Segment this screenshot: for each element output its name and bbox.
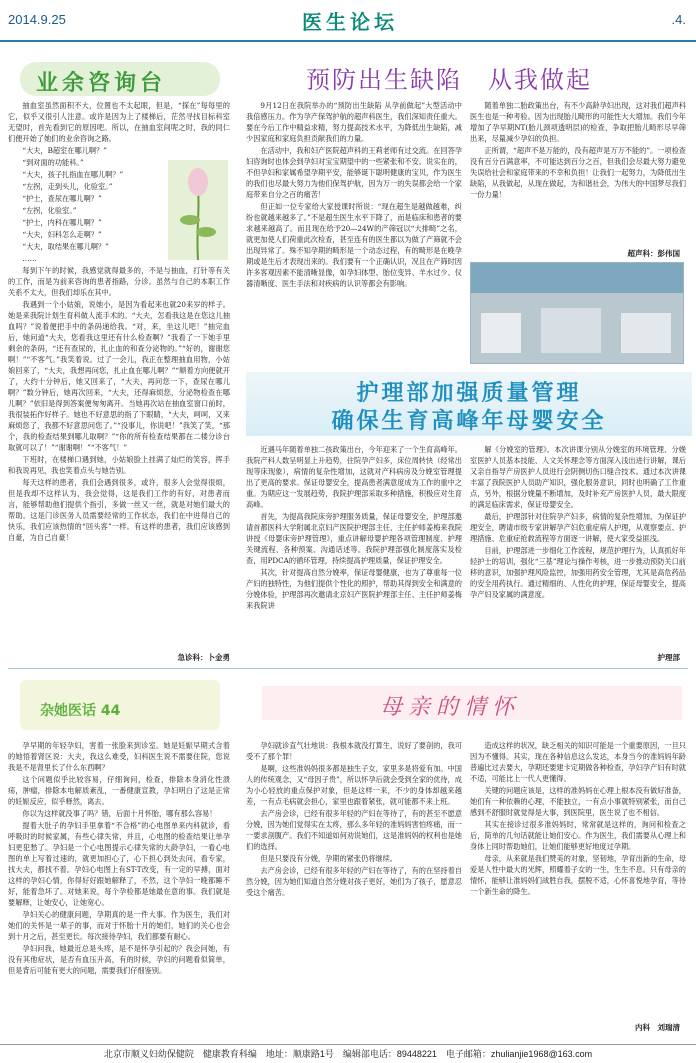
paragraph: 解《分娩室的管理》。本次讲课分别从分娩室的环境管理、分娩室医护人员基本技能、人文关怀理念等方面深入浅出进行讲解，课后又亲自指导产房医护人员进行会阴侧切伤口缝合技术。通过本次讲课丰富了我院医护人员助产知识，强化服务意识，同时也明确了工作重点，另外，根据分娩量不断增加，及时补充产房医护人员，最大限度的满足临床需求，保证母婴安全。 [470, 445, 686, 509]
paragraph: 孕早期的年轻孕妇，害着一张脸来到诊室。她是妊娠早期式含着的她悟着肾区说：大夫，我这么难受，妇科医生说不需要住院，您说我是不是肾里长了什么东西啊？ [8, 741, 230, 772]
nursing-title-line1: 护理部加强质量管理 [356, 381, 582, 406]
paragraph: 其实在接诊过很多准妈妈时，常常就是这样的，询问和检查之后，简单的几句话就能让她们安心。作为医生，我们需要从心理上和身体上同时帮助她们，让她们能够更好地度过孕期。 [470, 820, 686, 851]
paragraph: 抽血室虽然面积不大，位置也不太起眼，但是，“探在”每每里的它，似乎又很引人注意。或许是因为上了楼梯后，茫然寻找目标科室无望时，首先看到它的原因吧。所以，在抽血室间呢之时，我的同仁们便开始了她们的业余咨询之路。 [8, 101, 230, 143]
paragraph: 是啊，这些准妈妈很多都是独生子女，家里多是将爱有加。中国人的传统观念，又“母因子贵”，所以怀孕后就会受到全家的优待，成为小心轻放的重点保护对象，但是这样一来，不少的身体却越来越差，一有点毛病就会担心，家里也跟着紧张，就可能都不来上班。 [246, 764, 462, 806]
byline-mother: 内科 刘瑞清 [635, 1023, 680, 1032]
paragraph: 孕妇就诊直气壮地说：我根本就没打算生，说好了要剖的，我可受不了那个罪！ [246, 741, 462, 761]
section-divider-2 [8, 668, 688, 669]
nursing-title-line2: 确保生育高峰年母婴安全 [331, 409, 607, 434]
section-title-consult: 业余咨询台 [36, 71, 167, 96]
paragraph: 首先，为提高我院床旁护理服务质量，保证母婴安全，护理部邀请首都医科大学附属北京妇产医院护理部主任、主任护师姜梅来我院讲授《母婴床旁护理管理》，重点讲解母婴护理各项管理制度、护理关键流程、各种预案、沟通话述等。我院护理部强化制度落实及检查，用PDCA的循环管理，持续提高护理质量，保证护理安全。 [246, 512, 462, 565]
page-number: .4. [671, 12, 686, 27]
paragraph: “护士，内科在哪儿啊？” [22, 218, 102, 227]
paragraph: “左拐，走到头儿，化验室。” [22, 182, 113, 191]
paragraph: 每天这样的患者，我们会遇到很多，或许，很多人会觉得很烦，但是我却不这样认为，我会觉得，这是我们工作的有好，对患者而言，能够帮助他们提供个指引，多做一丝又一丝，就是对她们最大的帮助。这是门诊医务人员需要经常的工作状态，我们在中进得自己的快乐，我们应该热情的“回头客”一样。有这样的患者，我们应该感到自豪，为自己自豪！ [8, 478, 230, 542]
newspaper-title: 医生论坛 [302, 10, 398, 34]
paragraph: 每到下午的时候，我感觉就得最多的，不是与抽血，打针等有关的工作，而是为前来咨询的患者指路，分诊。虽然与自己的本职工作关系不太大，但我们却乐在其中。 [8, 266, 230, 297]
article-nursing-a [246, 444, 462, 664]
section-title-prevent: 预防出生缺陷 从我做起 [306, 66, 592, 94]
paragraph: 近遇马年随着单独二孩政策出台，今年迎来了一个生育高峰年。我院产科人数呈明显上升趋势，住院孕产妇多，床位周转快（经常出现等床现象），病情的复杂性增加，这就对产科病房及分娩室管理提出了更高的要求。保证母婴安全，提高患者满意度成为工作的重中之重。为期应这一发展趋势，我院护理部采取多种措施，积极应对生育高峰。 [246, 445, 462, 509]
paragraph: 去产房会诊，已经有很多年轻的产妇在等待了，有的甚至不愿意分娩，因为她们觉得实在太疼，那么多年轻的准妈妈害怕疼痛，而一一要求剖腹产。我们不知道如何劝说她们，这是准妈妈的权利也是她们的选择。 [246, 809, 462, 851]
paragraph: “大夫，孩子扎指血在哪儿啊？” [22, 170, 124, 179]
page-footer: 北京市顺义妇幼保健院 健康教育科编 地址：顺康路1号 编辑部电话：89448221 电子邮箱：zhulianjie1968@163.com [0, 1044, 696, 1063]
section-title-random: 杂她医话 44 [40, 703, 121, 719]
article-mother-a [246, 740, 462, 1036]
byline-consult: 急诊科：卜金勇 [177, 653, 230, 662]
paragraph: 正所谓，“超声不是万能的，没有超声是万万不能的”。一项检查没有百分百满意率，不可能达到百分之百，但我们会尽最大努力避免失误给社会和家庭带来的不幸和负担！让我们一起努力，为降低出生缺陷，从我做起，从现在做起，为和谐社会，为伟大的中国梦尽我们一份力量！ [470, 146, 686, 199]
paragraph: 去产房会诊，已经有很多年轻的产妇在等待了，有的在坚持着自然分娩，因为她们知道自然分娩对孩子更好，她们为了孩子，愿意忍受这个痛苦。 [246, 866, 462, 897]
paragraph: 造成这样的状况，缺乏相关的知识可能是一个重要原因，一旦只因为不懂得。其实，现在各种信息这么发达，本身当今的准妈妈年龄普遍比过去要大，孕期还要建卡定期做各种检查，孕妇孕产妇有时就不适，可能比上一代人更懂得。 [470, 741, 686, 783]
article-random [8, 740, 230, 1036]
paragraph: “大夫，妇科怎么走啊？” [22, 230, 102, 239]
paragraph: 目前，护理部进一步细化工作流程，规范护理行为，认真抓好年轻护士的培训，强化“三基”理论与操作考核，进一步推动预防关口前移的意识，加强护理风险监控，加强用药安全管理，尤其是高危药品的安全用药执行。通过精细的、人性化的护理，保证母婴安全，提高孕产妇及家属的满意度。 [470, 546, 686, 599]
paragraph: 孕妇关心的健康问题，孕期真的是一件大事。作为医生，我们对她们的关怀是一辈子的事，而对于怀胎十月的她们，她们的关心也会到十月之后，甚至更长。每次接待孕妇，我们都要有耐心。 [8, 910, 230, 941]
article-prevent-a [246, 100, 462, 370]
article-mother-b [470, 740, 686, 1020]
paragraph: “大夫，B超室在哪儿啊？” [22, 146, 107, 155]
article-nursing-b [470, 444, 686, 644]
paragraph: “大夫，取结果在哪儿啊？” [22, 242, 109, 251]
paragraph: “到对面的功能科。” [22, 158, 84, 167]
paragraph: 提着大肚子的孕妇手里拿着“不合格”的心电图单来内科就诊，看呼吸时的时候家属，有些心律失常，并且，心电图的检查结果让单孕妇更犯愁了。孕妇是一个心电图提示心律失常的大龄孕妇，一看心电图的单上写着过速的，就更加担心了，心下担心到处去问，看专家，找大夫，都找不着。孕妇心电图上有ST-T改变，有一定的早搏，面对这样的孕妇心情，你得好好跟她解释了，不然，这个孕妇一晚都睡不好，能着急坏了。对她来说，每个孕检都是她最在意的事。我们就是要解释，让她安心，让她宽心。 [8, 821, 230, 907]
byline-prevent: 超声科：彭伟国 [627, 249, 680, 258]
event-photo [470, 262, 684, 364]
paragraph: 9月12日在我院举办的“预防出生缺陷 从孕前做起”大型活动中我倍感压力。作为孕产保驾护航的超声科医生，我们深知责任重大。要在今后工作中精益求精，努力提高技术水平，为降低出生缺陷，减少因家庭和家庭负担贡献我们的力量。 [246, 101, 462, 143]
paragraph: 下班时，在楼梯口遇到她，小姑娘脸上挂满了灿烂的笑容，挥手和我说再见，我也笑着点头与她告别。 [8, 455, 230, 475]
paragraph: 这个问题似乎比较容易，仔细询问，检查，排除本身消化性溃疡，肿瘤，排除本电解质紊乱，一番健康宣教，孕妇明白了这是正常的妊娠反应，似乎释然，离去。 [8, 775, 230, 806]
section-title-mother: 母亲的情怀 [380, 695, 521, 720]
paragraph: “护士，查尿在哪儿啊？” [22, 194, 102, 203]
paragraph: 在活动中，我和妇产医院超声科的王莉老师有过交流。在回答孕妇咨询时也体会到孕妇对宝宝期望中的一些紧张和不安。说实在的，不但孕妇和家属希望孕期平安，能够诞下聪明健康的宝贝，作为医生的我们也尽最大努力为他们保驾护航，因为万一的失误都会给一个家庭带来自分之百的痛苦！ [246, 146, 462, 199]
paragraph: 母亲，从来就是我们赞美的对象，坚韧地，孕育出新的生命，母爱是人性中最大的光辉，照耀着子女的一生，生生不息。只有母亲的情怀，能够让准妈妈们战胜自我，摆脱不适，心怀喜悦地孕育，等待一个新生命的降生。 [470, 854, 686, 896]
paragraph: “左拐，化验室。” [22, 206, 77, 215]
paragraph: 关键的问题应该是，这样的准妈妈在心理上根本没有做好准备，她们有一种依赖的心理，不能独立，一有点小事就特别紧张，而自己感到不舒服时就觉得是大事，到医院里，医生说了也不相信。 [470, 786, 686, 817]
paragraph: 最后，护理部针对住院孕产妇多，病情的复杂性增加，为保证护理安全，聘请市级专家讲解孕产妇危重症病人护理，从观察要点、护理措施、危重症抢救流程等方面逐一讲解，使大家受益匪浅。 [470, 512, 686, 543]
paragraph: 但是只要没有分娩，孕期的紧张仍将继续。 [260, 854, 397, 863]
flower-illustration [168, 160, 228, 260]
issue-date: 2014.9.25 [8, 12, 66, 27]
paragraph: 你以为这样就没事了吗？错，后面十月怀胎，哪有那么容易！ [22, 809, 217, 818]
paragraph: 我遇到一个小姑娘，说她小，是因为看起来也就20来岁的样子。她是来我院计划生育科做人流手术的。“大夫，怎看我这是在您这儿抽血吗？”说着便把手中的条码递给我。“对，来，坐这儿吧！”抽完血后，她问道“大夫，您看我这里还有什么检查啊？”我看了一下她手里剩余的条码，“还有查尿的，扎止血的和查分泌物的。”“好的，谢谢您啊！”“不客气。”我笑着说。过了一会儿，我正在整理抽血用物，小姑娘回来了，“大夫，我想再问您，扎止血在哪儿啊？”“顺着方向便就开了，大约十分钟后，她又回来了，“大夫，再问您一下，查尿在哪儿啊？”数分钟后，她再次回来，“大夫，还得麻烦您，分泌物检查在哪儿啊？”依旧是得到答案便匆匆离开。当她再次站在抽血室窗口前时，我很装拓作好样子。她也不好意思的指了下眼睛，“大夫，呵呵，又来麻烦您了，我都不好意思问您了。”“没事儿，你说吧！”我笑了笑，“那个，我的检查结果到哪儿取啊？”“你的所有检查结果都在二楼分诊台取就可以了！”“谢谢啊！”“不客气！” [8, 300, 230, 452]
paragraph: 但正如一位专家给大家授课时所说：“现在超生是越做越难，纠纷也就越来越多了。”不是超生医生水平下降了，而是临床和患者的要求越来越高了。而且现在给予20—24W的产筛冠以“大排畸”之名，就更加使人们荷重此次检查，甚至连有的医生都以为做了产筛就不会出现异常了。殊不知孕期的畸形是一个动态过程，有的畸形是在晚孕期或是生后才表现出来的。我们要有一个正确认识，况且在产筛时因许多客观因素不能清晰显像，如孕妇体型、胎位变异、羊水过少、仪器清晰度、医生手法和对疾病的认识等都会有影响。 [246, 202, 462, 288]
paragraph: 随着单独二胎政策出台，有不少高龄孕妇出现，这对我们超声科医生也是一种考验。因为出现胎儿畸形的可能性大大增加。我们今年增加了孕早期NT(胎儿颈项透明层)的检查，争取把胎儿畸形尽早筛出来，尽量减少孕妇的负担。 [470, 101, 686, 143]
paragraph: …… [22, 254, 37, 263]
byline-nursing: 护理部 [657, 653, 680, 662]
paragraph: 其次，针对提高自然分娩率，保证母婴健康，也为了尊重每一位产妇的独特性，为他们提供个性化的照护，帮助其得到安全和满意的分娩体验，护理部再次邀请北京妇产医院护理部主任、主任护师姜梅来我院讲 [246, 568, 462, 610]
paragraph: 孕妇问我，她最近总是头疼，是不是怀孕引起的？我会问她，有没有其他症状，是否有血压升高，有的时候，孕妇的问题看似简单，但是背后可能有更大的问题，需要我们仔细鉴别。 [8, 944, 230, 975]
page-header [0, 0, 696, 42]
article-prevent-b [470, 100, 686, 260]
